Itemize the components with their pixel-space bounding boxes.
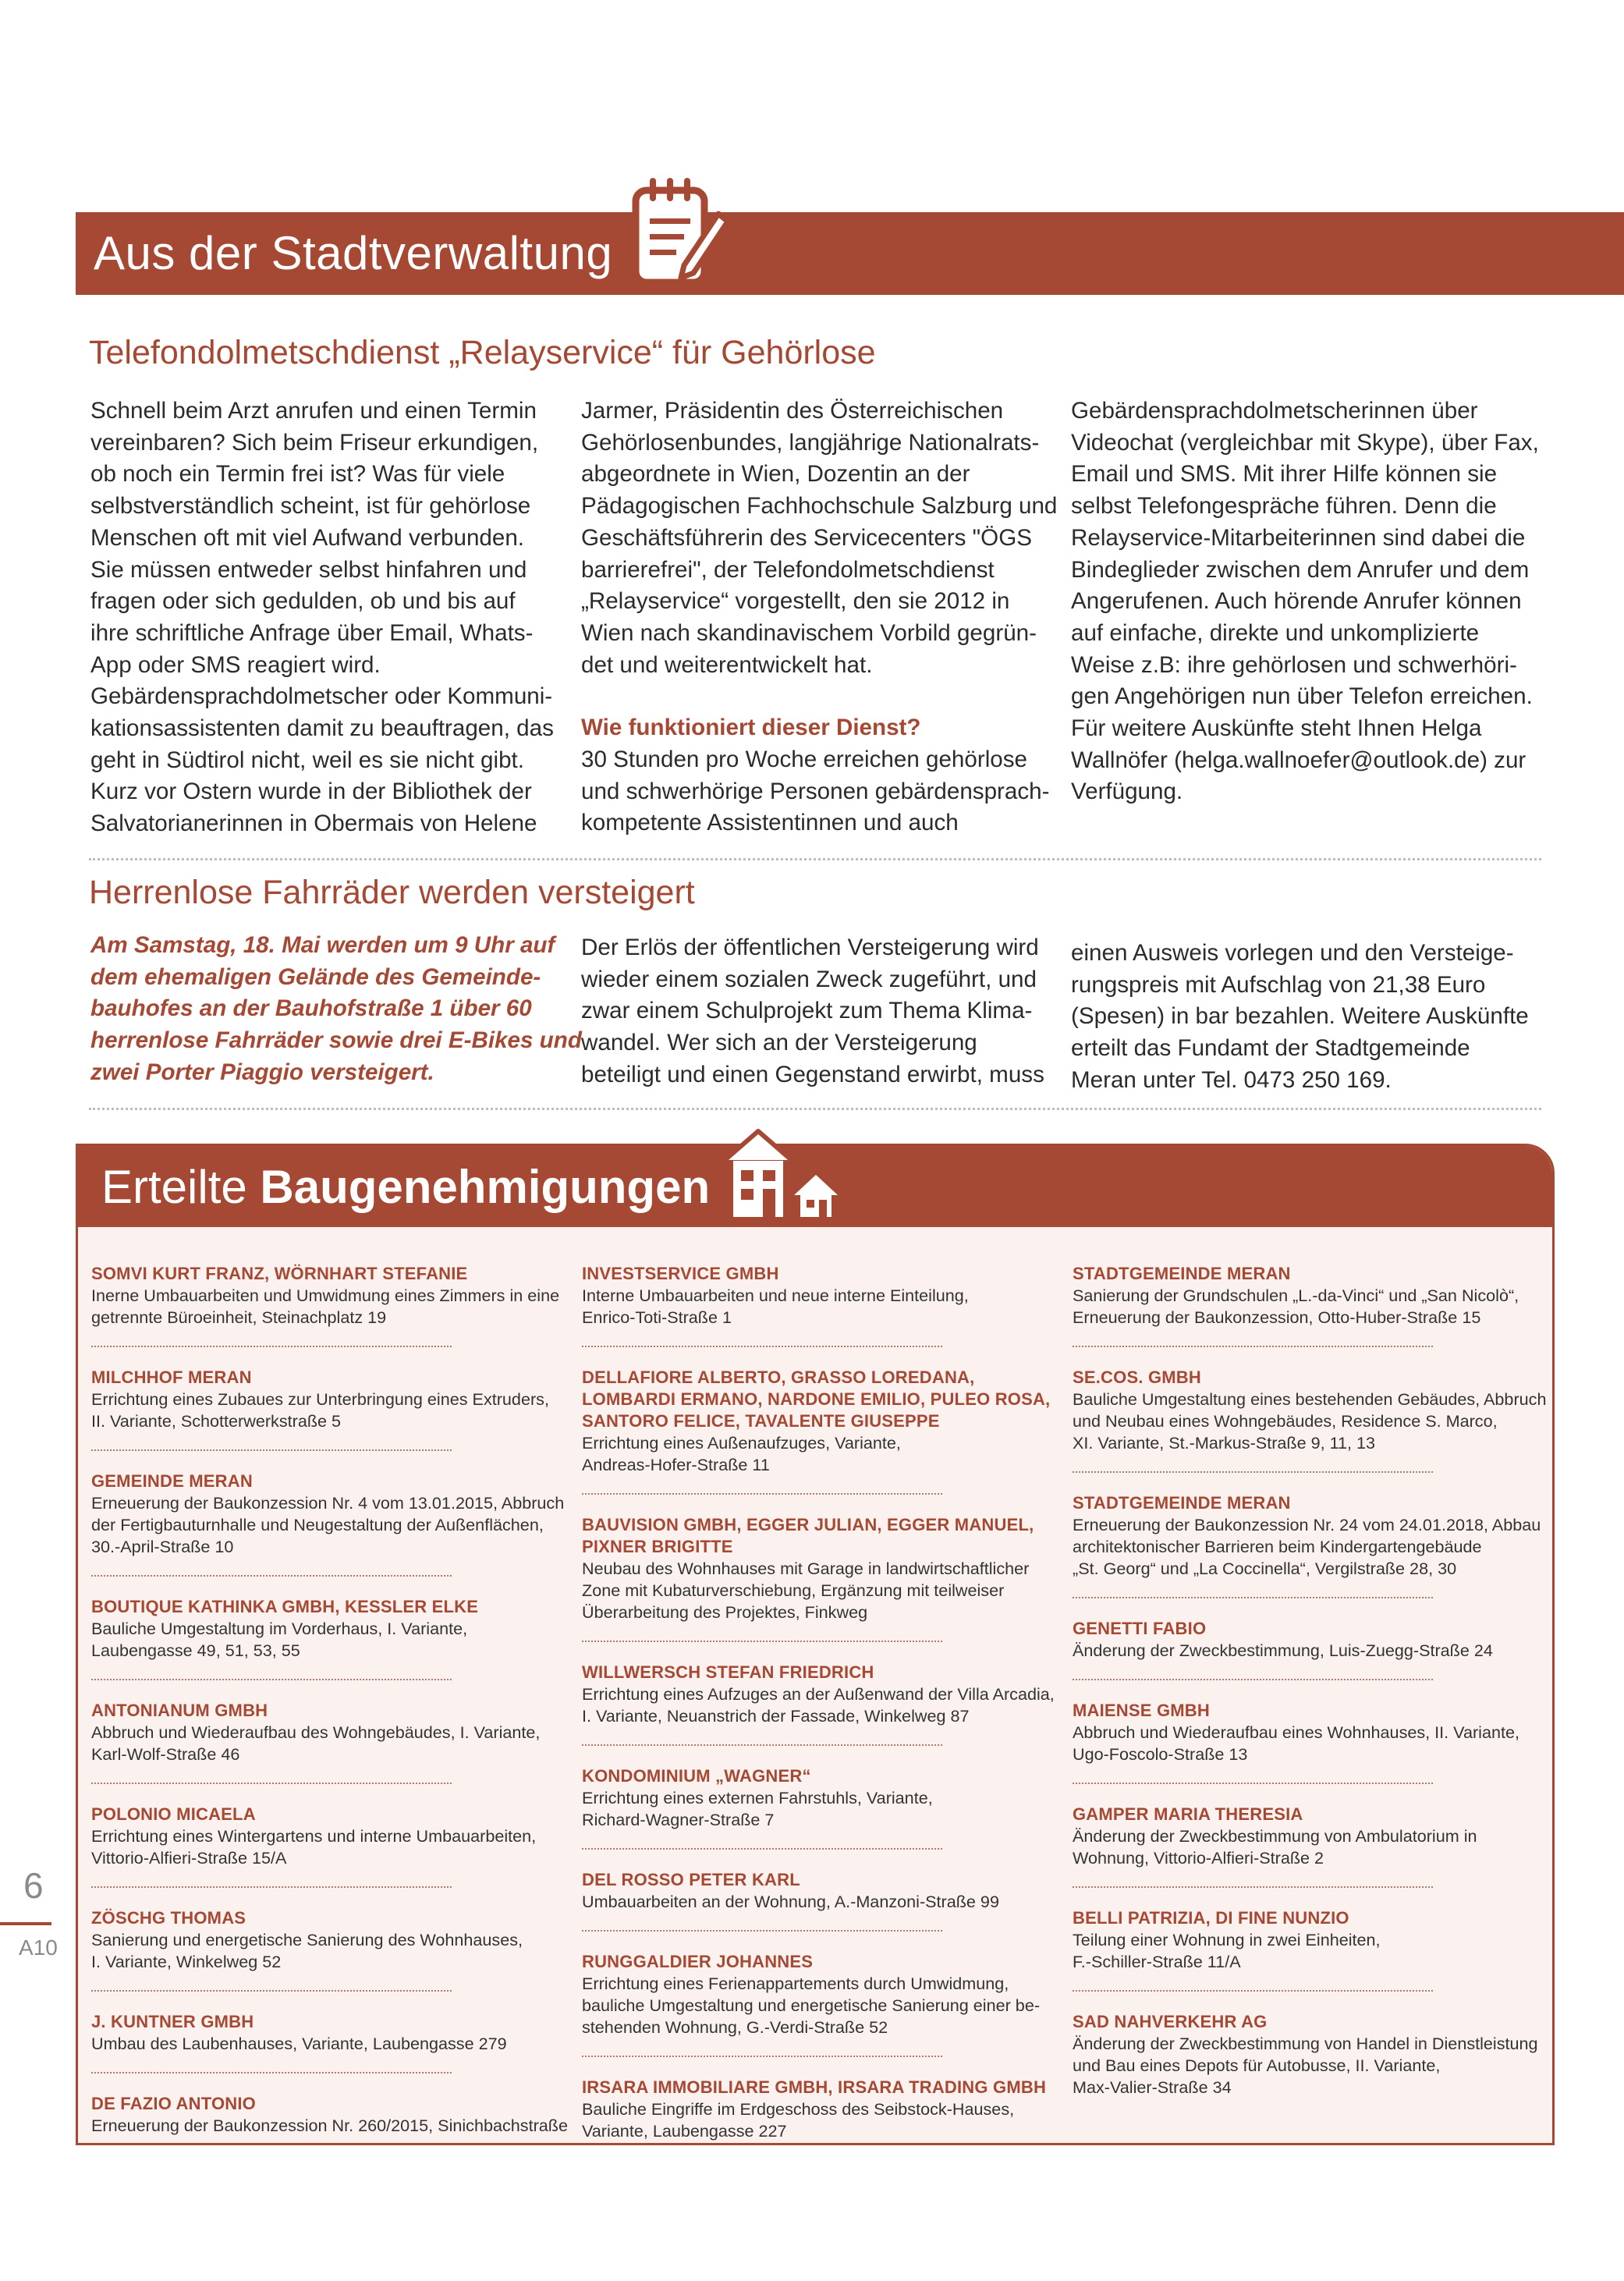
permit-entry <box>91 1700 541 1784</box>
permit-holder: STADTGEMEINDE MERAN <box>1073 1264 1291 1283</box>
text-line: Kurz vor Ostern wurde in der Bibliothek der <box>90 779 532 805</box>
permit-holder: DE FAZIO ANTONIO <box>91 2094 256 2113</box>
permit-entry <box>91 1596 479 1680</box>
text-line: Videochat (vergleichbar mit Skype), über Fax, <box>1071 429 1539 456</box>
permit-desc: Umbauarbeiten an der Wohnung, A.-Manzoni-Straße 99 <box>582 1892 999 1911</box>
permit-desc: Bauliche Eingriffe im Erdgeschoss des Seibstock-Hauses, <box>582 2099 1015 2119</box>
permit-desc: Variante, Laubengasse 227 <box>582 2121 787 2141</box>
relay-column-2 <box>581 396 1057 839</box>
permit-holder: RUNGGALDIER JOHANNES <box>582 1952 814 1971</box>
permit-entry <box>1073 1618 1493 1680</box>
permit-entry <box>91 1470 565 1577</box>
text-line: det und weiterentwickelt hat. <box>581 651 873 678</box>
permit-desc: architektonischer Barrieren beim Kindergartengebäude <box>1073 1537 1482 1556</box>
permit-holder: MILCHHOF MERAN <box>91 1368 252 1387</box>
permit-entry <box>582 1367 1051 1495</box>
text-line: ihre schriftliche Anfrage über Email, Whats- <box>90 619 534 646</box>
text-line: wandel. Wer sich an der Versteigerung <box>581 1030 977 1056</box>
permit-holder: KONDOMINIUM „WAGNER“ <box>582 1766 811 1786</box>
text-line: vereinbaren? Sich beim Friseur erkundigen, <box>90 429 539 456</box>
lead-line: bauhofes an der Bauhofstraße 1 über 60 <box>90 995 532 1022</box>
permit-desc: Errichtung eines externen Fahrstuhls, Variante, <box>582 1788 933 1807</box>
permit-desc: Errichtung eines Wintergartens und interne Umbauarbeiten, <box>91 1826 537 1846</box>
relay-column-1 <box>90 396 554 840</box>
permit-desc: 30.-April-Straße 10 <box>91 1537 234 1556</box>
permit-desc: Vittorio-Alfieri-Straße 15/A <box>91 1848 287 1868</box>
notepad-pencil-icon <box>628 173 729 290</box>
permit-desc: stehenden Wohnung, G.-Verdi-Straße 52 <box>582 2017 888 2037</box>
permit-desc: und Bau eines Depots für Autobusse, II. Variante, <box>1073 2056 1441 2075</box>
permit-entry <box>582 1263 969 1347</box>
text-line: und schwerhörige Personen gebärdensprach- <box>581 778 1050 804</box>
permit-holder: WILLWERSCH STEFAN FRIEDRICH <box>582 1662 874 1682</box>
permit-desc: Wohnung, Vittorio-Alfieri-Straße 2 <box>1073 1848 1324 1868</box>
building-permits-box <box>76 1144 1555 2145</box>
permit-desc: Enrico-Toti-Straße 1 <box>582 1307 732 1327</box>
divider <box>89 858 1541 860</box>
lead-line: Am Samstag, 18. Mai werden um 9 Uhr auf <box>90 932 555 958</box>
permit-holder: SOMVI KURT FRANZ, WÖRNHART STEFANIE <box>91 1264 468 1283</box>
permit-holder: SAD NAHVERKEHR AG <box>1073 2012 1268 2031</box>
text-line: (Spesen) in bar bezahlen. Weitere Auskünfte <box>1071 1003 1529 1030</box>
permit-entry <box>1073 1907 1433 1992</box>
permit-desc: Sanierung der Grundschulen „L.-da-Vinci“ und „San Nicolò“, <box>1073 1286 1519 1305</box>
permit-desc: Karl-Wolf-Straße 46 <box>91 1744 240 1764</box>
permit-entry <box>91 1804 537 1888</box>
bikes-column-2 <box>581 932 1044 1091</box>
permit-entry <box>91 2093 569 2145</box>
article-title-relayservice: Telefondolmetschdienst „Relayservice“ für Gehörlose <box>89 334 876 371</box>
permit-desc: Abbruch und Wiederaufbau des Wohngebäudes, I. Variante, <box>91 1722 541 1742</box>
permit-desc: Richard-Wagner-Straße 7 <box>582 1810 775 1829</box>
permit-desc: Erneuerung der Baukonzession Nr. 4 vom 13.01.2015, Abbruch <box>91 1493 565 1513</box>
text-line: selbst Telefongespräche führen. Denn die <box>1071 493 1497 520</box>
permit-holder: ZÖSCHG THOMAS <box>91 1908 246 1928</box>
text-line: Der Erlös der öffentlichen Versteigerung wird <box>581 935 1039 960</box>
text-line: 30 Stunden pro Woche erreichen gehörlose <box>581 747 1027 773</box>
permit-desc: I. Variante, Winkelweg 52 <box>91 1952 282 1971</box>
permit-desc: Laubengasse 49, 51, 53, 55 <box>91 1641 300 1660</box>
text-line: Pädagogischen Fachhochschule Salzburg und <box>581 493 1058 520</box>
permit-desc: Änderung der Zweckbestimmung von Handel in Dienstleistung <box>1073 2034 1538 2053</box>
text-line: fragen oder sich gedulden, ob und bis auf <box>90 588 516 615</box>
permit-holder: SE.COS. GMBH <box>1073 1368 1201 1387</box>
permit-desc: „St. Georg“ und „La Coccinella“, Vergilstraße 28, 30 <box>1073 1559 1457 1578</box>
text-line: Wien nach skandinavischem Vorbild gegrün- <box>581 619 1037 646</box>
permit-holder: BAUVISION GMBH, EGGER JULIAN, EGGER MANUEL, PIXNER BRIGITTE <box>582 1515 1034 1556</box>
text-line: ob noch ein Termin frei ist? Was für viele <box>90 461 505 488</box>
permit-holder: DELLAFIORE ALBERTO, GRASSO LOREDANA, LOMBARDI ERMANO, NARDONE EMILIO, PULEO ROSA, SANTORO FELICE, TAVALENTE GIUSEPPE <box>582 1368 1051 1431</box>
permit-desc: getrennte Büroeinheit, Steinachplatz 19 <box>91 1307 387 1327</box>
page-number: 6 <box>23 1865 44 1906</box>
permit-holder: STADTGEMEINDE MERAN <box>1073 1493 1291 1513</box>
permit-desc: Bauliche Umgestaltung eines bestehenden Gebäudes, Abbruch <box>1073 1389 1547 1409</box>
lead-line: zwei Porter Piaggio versteigert. <box>90 1059 434 1085</box>
text-line: Wallnöfer (helga.wallnoefer@outlook.de) zur <box>1071 747 1526 773</box>
text-line: auf einfache, direkte und unkomplizierte <box>1071 619 1480 646</box>
permit-desc: Neubau des Wohnhauses mit Garage in landwirtschaftlicher <box>582 1559 1030 1578</box>
permits-column-1 <box>91 1263 579 2145</box>
permits-column-2 <box>582 1263 1069 2145</box>
permits-column-3 <box>1073 1263 1555 2135</box>
permit-entry <box>582 1514 1034 1642</box>
permit-desc: Erneuerung der Baukonzession Nr. 260/2015, Sinichbachstraße <box>91 2116 569 2135</box>
title-light: Erteilte <box>101 1161 247 1213</box>
permit-holder: DEL ROSSO PETER KARL <box>582 1870 800 1889</box>
permit-desc: bauliche Umgestaltung und energetische Sanierung einer be- <box>582 1995 1041 2015</box>
text-line: Geschäftsführerin des Servicecenters "ÖGS <box>581 524 1032 551</box>
permit-holder: BOUTIQUE KATHINKA GMBH, KESSLER ELKE <box>91 1597 479 1616</box>
permit-desc: Umbau des Laubenhauses, Variante, Laubengasse 279 <box>91 2034 507 2053</box>
text-line: barrierefrei", der Telefondolmetschdienst <box>581 556 995 583</box>
permit-desc: Errichtung eines Außenaufzuges, Variante, <box>582 1433 901 1453</box>
permit-desc: I. Variante, Neuanstrich der Fassade, Winkelweg 87 <box>582 1706 970 1726</box>
permit-entry <box>1073 1804 1477 1888</box>
permit-desc: Interne Umbauarbeiten und neue interne Einteilung, <box>582 1286 969 1305</box>
permit-entry <box>1073 2011 1538 2116</box>
permit-holder: INVESTSERVICE GMBH <box>582 1264 779 1283</box>
permit-desc: Max-Valier-Straße 34 <box>1073 2077 1232 2097</box>
permit-desc: Abbruch und Wiederaufbau eines Wohnhauses, II. Variante, <box>1073 1722 1519 1742</box>
building-permits-title <box>101 1154 710 1221</box>
permit-holder: J. KUNTNER GMBH <box>91 2012 254 2031</box>
text-line: Für weitere Auskünfte steht Ihnen Helga <box>1071 715 1482 742</box>
permit-desc: Ugo-Foscolo-Straße 13 <box>1073 1744 1248 1764</box>
permit-desc: II. Variante, Schotterwerkstraße 5 <box>91 1411 342 1431</box>
text-line: beteiligt und einen Gegenstand erwirbt, muss <box>581 1061 1044 1087</box>
text-line: einen Ausweis vorlegen und den Versteige- <box>1071 940 1514 966</box>
article-title-bikes: Herrenlose Fahrräder werden versteigert <box>89 874 695 911</box>
text-line: zwar einem Schulprojekt zum Thema Klima- <box>581 998 1033 1024</box>
text-line: Salvatorianerinnen in Obermais von Helene <box>90 811 537 837</box>
permit-desc: Überarbeitung des Projektes, Finkweg <box>582 1602 868 1622</box>
permit-entry <box>91 1367 549 1451</box>
text-line: kompetente Assistentinnen und auch <box>581 810 959 836</box>
text-line: Email und SMS. Mit ihrer Hilfe können sie <box>1071 461 1498 488</box>
text-line: geht in Südtirol nicht, weil es sie nicht gibt. <box>90 747 524 773</box>
permit-entry <box>582 2077 1047 2145</box>
text-line: Relayservice-Mitarbeiterinnen sind dabei die <box>1071 524 1526 551</box>
houses-icon <box>719 1125 844 1222</box>
permit-desc: Erneuerung der Baukonzession Nr. 24 vom 24.01.2018, Abbau <box>1073 1515 1541 1534</box>
text-line: Gehörlosenbundes, langjährige Nationalrats- <box>581 429 1040 456</box>
area-code: A10 <box>19 1935 58 1960</box>
text-line: Gebärdensprachdolmetscherinnen über <box>1071 398 1478 424</box>
divider <box>89 1108 1541 1110</box>
permit-holder: IRSARA IMMOBILIARE GMBH, IRSARA TRADING GMBH <box>582 2077 1047 2097</box>
text-line: wieder einem sozialen Zweck zugeführt, und <box>581 966 1037 992</box>
permit-entry <box>91 2011 507 2073</box>
title-bold: Baugenehmigungen <box>260 1161 711 1213</box>
lead-line: herrenlose Fahrräder sowie drei E-Bikes und <box>90 1027 582 1054</box>
permit-entry <box>582 1869 999 1932</box>
permit-desc: Erneuerung der Baukonzession, Otto-Huber-Straße 15 <box>1073 1307 1481 1327</box>
text-line: Sie müssen entweder selbst hinfahren und <box>90 556 527 583</box>
permit-holder: ANTONIANUM GMBH <box>91 1701 268 1720</box>
text-line: App oder SMS reagiert wird. <box>90 651 381 678</box>
permit-entry <box>1073 1367 1547 1473</box>
permit-desc: Andreas-Hofer-Straße 11 <box>582 1455 770 1474</box>
permit-desc: und Neubau eines Wohngebäudes, Residence S. Marco, <box>1073 1411 1498 1431</box>
text-line: Meran unter Tel. 0473 250 169. <box>1071 1066 1392 1093</box>
subheading-how-it-works: Wie funktioniert dieser Dienst? <box>581 715 921 741</box>
section-title: Aus der Stadtverwaltung <box>94 227 613 279</box>
text-line: kationsassistenten damit zu beauftragen, das <box>90 715 554 742</box>
permit-holder: POLONIO MICAELA <box>91 1804 256 1824</box>
permit-desc: Bauliche Umgestaltung im Vorderhaus, I. Variante, <box>91 1619 468 1638</box>
bikes-lead <box>90 930 582 1089</box>
permit-entry <box>582 1662 1055 1746</box>
lead-line: dem ehemaligen Gelände des Gemeinde- <box>90 963 541 990</box>
permit-holder: MAIENSE GMBH <box>1073 1701 1210 1720</box>
text-line: Verfügung. <box>1071 779 1183 805</box>
page-number-rule <box>0 1922 51 1925</box>
permit-desc: Änderung der Zweckbestimmung, Luis-Zuegg-Straße 24 <box>1073 1641 1493 1660</box>
text-line: Angerufenen. Auch hörende Anrufer können <box>1071 588 1522 615</box>
permit-entry <box>582 1951 1041 2057</box>
permit-desc: Änderung der Zweckbestimmung von Ambulatorium in <box>1073 1826 1477 1846</box>
text-line: selbstverständlich scheint, ist für gehörlose <box>90 493 531 520</box>
permit-desc: Teilung einer Wohnung in zwei Einheiten, <box>1073 1930 1381 1949</box>
text-line: Gebärdensprachdolmetscher oder Kommuni- <box>90 683 553 710</box>
permit-holder: GENETTI FABIO <box>1073 1619 1207 1638</box>
permit-desc: Zone mit Kubaturverschiebung, Ergänzung mit teilweiser <box>582 1580 1005 1600</box>
permit-desc: Inerne Umbauarbeiten und Umwidmung eines Zimmers in eine <box>91 1286 560 1305</box>
relay-column-3 <box>1071 396 1539 808</box>
text-line: „Relayservice“ vorgestellt, den sie 2012 in <box>581 588 1010 615</box>
text-line: Schnell beim Arzt anrufen und einen Termin <box>90 398 537 424</box>
permit-holder: BELLI PATRIZIA, DI FINE NUNZIO <box>1073 1908 1349 1928</box>
bikes-column-3 <box>1071 938 1529 1097</box>
permit-desc: Sanierung und energetische Sanierung des Wohnhauses, <box>91 1930 523 1949</box>
permit-desc: der Fertigbauturnhalle und Neugestaltung der Außenflächen, <box>91 1515 544 1534</box>
permit-holder: GAMPER MARIA THERESIA <box>1073 1804 1303 1824</box>
text-line: Jarmer, Präsidentin des Österreichischen <box>581 398 1004 424</box>
text-line: abgeordnete in Wien, Dozentin an der <box>581 461 970 488</box>
text-line: Menschen oft mit viel Aufwand verbunden. <box>90 524 525 551</box>
permit-holder: GEMEINDE MERAN <box>91 1471 253 1491</box>
permit-desc: F.-Schiller-Straße 11/A <box>1073 1952 1241 1971</box>
text-line: Weise z.B: ihre gehörlosen und schwerhöri- <box>1071 651 1517 678</box>
text-line: gen Angehörigen nun über Telefon erreichen. <box>1071 683 1533 710</box>
text-line: Bindeglieder zwischen dem Anrufer und dem <box>1071 556 1530 583</box>
permit-entry <box>1073 1263 1519 1347</box>
text-line: rungspreis mit Aufschlag von 21,38 Euro <box>1071 971 1486 998</box>
permit-entry <box>91 1263 560 1347</box>
permit-desc: Errichtung eines Aufzuges an der Außenwand der Villa Arcadia, <box>582 1684 1055 1704</box>
permit-entry <box>582 1765 942 1850</box>
permit-entry <box>91 1907 523 1992</box>
permit-entry <box>1073 1492 1541 1598</box>
permit-desc: Errichtung eines Ferienappartements durch Umwidmung, <box>582 1974 1009 1993</box>
permit-desc: Errichtung eines Zubaues zur Unterbringung eines Extruders, <box>91 1389 549 1409</box>
text-line: erteilt das Fundamt der Stadtgemeinde <box>1071 1035 1470 1062</box>
permit-desc: XI. Variante, St.-Markus-Straße 9, 11, 13 <box>1073 1433 1376 1453</box>
permit-entry <box>1073 1700 1519 1784</box>
